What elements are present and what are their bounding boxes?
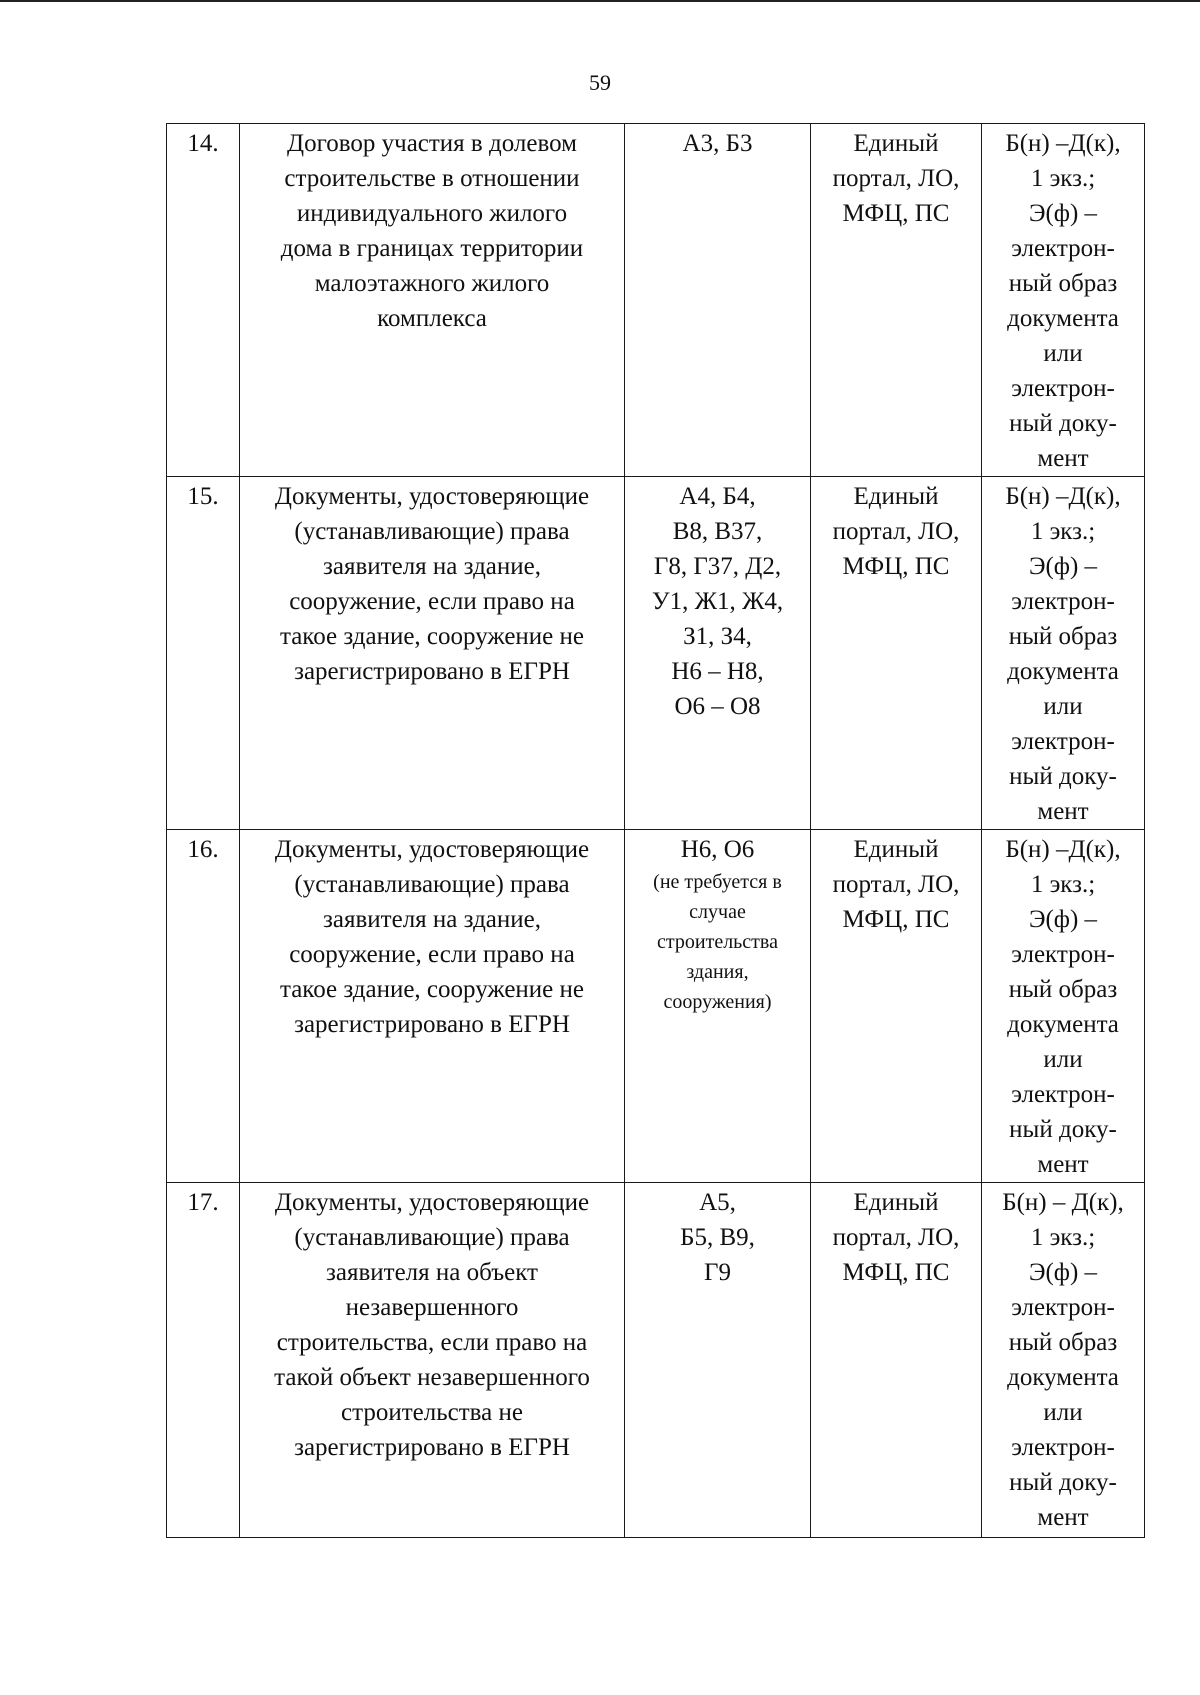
forms-line: или — [1043, 1046, 1083, 1073]
document-name-line: (устанавливающие) права — [294, 518, 570, 545]
document-name-line: Документы, удостоверяющие — [274, 836, 590, 863]
document-name-line: строительстве в отношении — [284, 165, 580, 192]
row-number: 15. — [187, 483, 219, 510]
row-number: 17. — [187, 1189, 219, 1216]
codes-line: Г8, Г37, Д2, — [653, 553, 782, 580]
codes-line: А3, Б3 — [682, 130, 753, 157]
forms-line: Э(ф) – — [1028, 200, 1098, 227]
submission-channels-cell — [811, 124, 982, 477]
document-name-line: зарегистрировано в ЕГРН — [294, 658, 570, 685]
forms-line: документа — [1007, 1364, 1119, 1391]
forms-line: электрон- — [1011, 1434, 1115, 1461]
row-number-cell — [167, 1183, 240, 1538]
channels-line: портал, ЛО, — [832, 518, 960, 545]
document-name-line: Договор участия в долевом — [287, 130, 577, 157]
forms-line: документа — [1007, 658, 1119, 685]
submission-channels-cell — [811, 830, 982, 1183]
page-number: 59 — [589, 70, 611, 95]
codes-note-line: случае — [689, 901, 746, 923]
codes-cell — [625, 477, 811, 830]
codes-line: Н6 – Н8, — [671, 658, 764, 685]
document-name-cell — [240, 1183, 625, 1538]
forms-line: электрон- — [1011, 588, 1115, 615]
table-row — [167, 477, 1145, 830]
submission-channels-cell — [811, 1183, 982, 1538]
forms-line: Б(н) – Д(к), — [1002, 1189, 1124, 1216]
forms-line: ный доку- — [1009, 763, 1117, 790]
codes-cell — [625, 124, 811, 477]
forms-line: документа — [1007, 1011, 1119, 1038]
forms-line: Э(ф) – — [1028, 1259, 1098, 1286]
forms-line: мент — [1037, 1151, 1089, 1178]
channels-line: МФЦ, ПС — [842, 553, 950, 580]
channels-line: МФЦ, ПС — [842, 1259, 950, 1286]
document-name-line: комплекса — [377, 305, 487, 332]
document-name-cell — [240, 124, 625, 477]
forms-line: электрон- — [1011, 728, 1115, 755]
forms-line: 1 экз.; — [1030, 871, 1096, 898]
codes-note-line: (не требуется в — [653, 871, 782, 893]
channels-line: Единый — [853, 483, 939, 510]
codes-line: У1, Ж1, Ж4, — [651, 588, 784, 615]
codes-line: В8, В37, — [672, 518, 763, 545]
documents-table-body — [167, 124, 1145, 1538]
row-number-cell — [167, 830, 240, 1183]
codes-line: А4, Б4, — [679, 483, 756, 510]
forms-line: 1 экз.; — [1030, 165, 1096, 192]
codes-line: А5, — [699, 1189, 736, 1216]
document-name-line: сооружение, если право на — [289, 588, 575, 615]
forms-line: Б(н) –Д(к), — [1005, 836, 1121, 863]
codes-note-line: сооружения) — [663, 991, 772, 1013]
channels-line: портал, ЛО, — [832, 1224, 960, 1251]
forms-line: или — [1043, 1399, 1083, 1426]
document-name-line: строительства, если право на — [276, 1329, 588, 1356]
table-row — [167, 124, 1145, 477]
row-number-cell — [167, 477, 240, 830]
document-name-line: Документы, удостоверяющие — [274, 483, 590, 510]
codes-line: З1, З4, — [683, 623, 752, 650]
document-name-line: Документы, удостоверяющие — [274, 1189, 590, 1216]
codes-line: Г9 — [704, 1259, 731, 1286]
forms-line: ный образ — [1008, 1329, 1118, 1356]
row-number: 14. — [187, 130, 219, 157]
forms-line: электрон- — [1011, 1081, 1115, 1108]
document-name-line: (устанавливающие) права — [294, 1224, 570, 1251]
document-name-line: заявителя на объект — [326, 1259, 538, 1286]
forms-line: или — [1043, 340, 1083, 367]
document-name-line: индивидуального жилого — [296, 200, 568, 227]
document-name-line: заявителя на здание, — [323, 553, 541, 580]
forms-line: мент — [1037, 1504, 1089, 1531]
forms-line: 1 экз.; — [1030, 518, 1096, 545]
document-name-line: незавершенного — [345, 1294, 519, 1321]
channels-line: портал, ЛО, — [832, 871, 960, 898]
document-name-cell — [240, 830, 625, 1183]
row-number-cell — [167, 124, 240, 477]
codes-note-line: здания, — [686, 961, 749, 983]
channels-line: Единый — [853, 130, 939, 157]
document-name-line: сооружение, если право на — [289, 941, 575, 968]
forms-line: документа — [1007, 305, 1119, 332]
forms-line: электрон- — [1011, 941, 1115, 968]
forms-line: 1 экз.; — [1030, 1224, 1096, 1251]
document-name-cell — [240, 477, 625, 830]
forms-line: или — [1043, 693, 1083, 720]
document-name-line: заявителя на здание, — [323, 906, 541, 933]
forms-line: Э(ф) – — [1028, 553, 1098, 580]
submission-channels-cell — [811, 477, 982, 830]
codes-cell — [625, 1183, 811, 1538]
forms-line: мент — [1037, 798, 1089, 825]
page-top-edge — [0, 0, 1200, 2]
forms-line: ный доку- — [1009, 410, 1117, 437]
forms-line: ный образ — [1008, 623, 1118, 650]
forms-line: электрон- — [1011, 235, 1115, 262]
document-name-line: такое здание, сооружение не — [279, 623, 584, 650]
table-row — [167, 1183, 1145, 1538]
codes-note-line: строительства — [657, 931, 778, 953]
codes-line: Б5, В9, — [680, 1224, 755, 1251]
forms-line: ный доку- — [1009, 1116, 1117, 1143]
document-forms-cell — [982, 124, 1145, 477]
document-name-line: дома в границах территории — [280, 235, 584, 262]
document-name-line: (устанавливающие) права — [294, 871, 570, 898]
channels-line: портал, ЛО, — [832, 165, 960, 192]
document-name-line: строительства не — [341, 1399, 523, 1426]
document-name-line: такое здание, сооружение не — [279, 976, 584, 1003]
forms-line: ный образ — [1008, 976, 1118, 1003]
channels-line: Единый — [853, 1189, 939, 1216]
forms-line: электрон- — [1011, 375, 1115, 402]
document-name-line: малоэтажного жилого — [314, 270, 550, 297]
document-forms-cell — [982, 1183, 1145, 1538]
codes-cell — [625, 830, 811, 1183]
forms-line: ный доку- — [1009, 1469, 1117, 1496]
forms-line: ный образ — [1008, 270, 1118, 297]
channels-line: МФЦ, ПС — [842, 906, 950, 933]
document-forms-cell — [982, 477, 1145, 830]
channels-line: МФЦ, ПС — [842, 200, 950, 227]
codes-line: О6 – О8 — [674, 693, 761, 720]
codes-line: Н6, О6 — [680, 836, 755, 863]
channels-line: Единый — [853, 836, 939, 863]
document-name-line: зарегистрировано в ЕГРН — [294, 1011, 570, 1038]
forms-line: Э(ф) – — [1028, 906, 1098, 933]
forms-line: мент — [1037, 445, 1089, 472]
document-name-line: такой объект незавершенного — [274, 1364, 590, 1391]
forms-line: Б(н) –Д(к), — [1005, 483, 1121, 510]
forms-line: Б(н) –Д(к), — [1005, 130, 1121, 157]
document-forms-cell — [982, 830, 1145, 1183]
table-row — [167, 830, 1145, 1183]
documents-table — [166, 123, 1145, 1538]
row-number: 16. — [187, 836, 219, 863]
forms-line: электрон- — [1011, 1294, 1115, 1321]
document-name-line: зарегистрировано в ЕГРН — [294, 1434, 570, 1461]
